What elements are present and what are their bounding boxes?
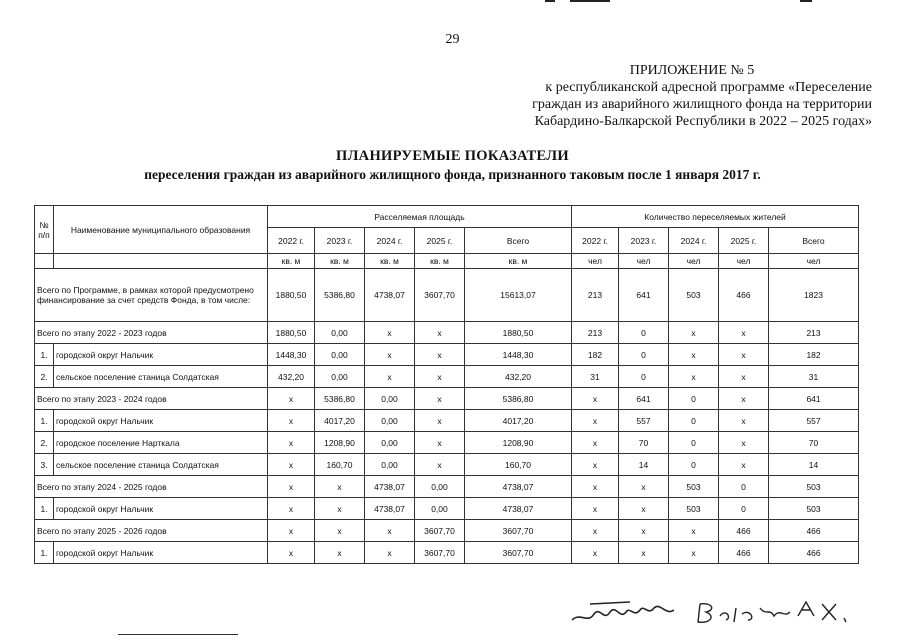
- total-label-cell: Всего по этапу 2025 - 2026 годов: [35, 520, 268, 542]
- header-unit: кв. м: [415, 254, 465, 269]
- people-cell: 503: [669, 476, 719, 498]
- people-cell: 503: [769, 498, 859, 520]
- people-cell: х: [572, 432, 619, 454]
- people-cell: х: [572, 498, 619, 520]
- area-cell: х: [268, 520, 315, 542]
- header-unit: чел: [669, 254, 719, 269]
- appendix-title: ПРИЛОЖЕНИЕ № 5: [629, 63, 755, 78]
- header-year: 2022 г.: [268, 228, 315, 254]
- row-number-cell: 2.: [35, 432, 54, 454]
- people-cell: 0: [669, 388, 719, 410]
- header-year: 2024 г.: [669, 228, 719, 254]
- people-cell: 0: [619, 366, 669, 388]
- people-cell: х: [669, 366, 719, 388]
- area-cell: 0,00: [315, 322, 365, 344]
- area-cell: х: [315, 498, 365, 520]
- people-cell: 641: [619, 388, 669, 410]
- people-cell: х: [719, 454, 769, 476]
- total-label-cell: Всего по этапу 2022 - 2023 годов: [35, 322, 268, 344]
- area-cell: х: [365, 520, 415, 542]
- heading-title: ПЛАНИРУЕМЫЕ ПОКАЗАТЕЛИ: [335, 148, 569, 164]
- top-mark: [800, 0, 812, 2]
- people-cell: 213: [572, 269, 619, 322]
- area-cell: 4738,07: [365, 498, 415, 520]
- area-cell: 432,20: [465, 366, 572, 388]
- header-unit: чел: [619, 254, 669, 269]
- people-cell: 213: [572, 322, 619, 344]
- header-year: 2025 г.: [415, 228, 465, 254]
- table-total-row: [35, 476, 859, 498]
- area-cell: 4017,20: [315, 410, 365, 432]
- total-label-cell: Всего по этапу 2023 - 2024 годов: [35, 388, 268, 410]
- area-cell: х: [415, 322, 465, 344]
- area-cell: х: [268, 542, 315, 564]
- municipality-cell: городское поселение Нарткала: [54, 432, 268, 454]
- header-unit: кв. м: [268, 254, 315, 269]
- area-cell: х: [365, 322, 415, 344]
- appendix-line: к республиканской адресной программе «Переселение: [545, 80, 872, 95]
- people-cell: х: [719, 388, 769, 410]
- people-cell: 0: [669, 432, 719, 454]
- people-cell: 1823: [769, 269, 859, 322]
- total-label-cell: Всего по Программе, в рамках которой предусмотрено финансирование за счет средств Фонда, в том числе:: [35, 269, 268, 322]
- table-row: [35, 432, 859, 454]
- page-number: 29: [445, 32, 460, 47]
- table-row: [35, 344, 859, 366]
- people-cell: 557: [769, 410, 859, 432]
- area-cell: х: [268, 498, 315, 520]
- table-total-row: [35, 388, 859, 410]
- area-cell: 5386,80: [315, 269, 365, 322]
- area-cell: 4738,07: [365, 269, 415, 322]
- area-cell: 4017,20: [465, 410, 572, 432]
- people-cell: 466: [719, 520, 769, 542]
- people-cell: х: [619, 498, 669, 520]
- people-cell: 0: [619, 344, 669, 366]
- people-cell: х: [619, 520, 669, 542]
- area-cell: х: [415, 344, 465, 366]
- header-total: Всего: [769, 228, 859, 254]
- people-cell: 641: [769, 388, 859, 410]
- table-row: [35, 542, 859, 564]
- table-row: [35, 498, 859, 520]
- area-cell: 1448,30: [465, 344, 572, 366]
- area-cell: 0,00: [415, 498, 465, 520]
- area-cell: 5386,80: [465, 388, 572, 410]
- area-cell: 1208,90: [315, 432, 365, 454]
- municipality-cell: сельское поселение станица Солдатская: [54, 366, 268, 388]
- area-cell: 4738,07: [465, 498, 572, 520]
- people-cell: 0: [719, 476, 769, 498]
- top-mark: [545, 0, 555, 2]
- header-area-group: Расселяемая площадь: [268, 206, 572, 228]
- header-unit: кв. м: [365, 254, 415, 269]
- municipality-cell: городской округ Нальчик: [54, 498, 268, 520]
- area-cell: х: [415, 432, 465, 454]
- people-cell: х: [719, 410, 769, 432]
- people-cell: х: [719, 322, 769, 344]
- area-cell: 0,00: [415, 476, 465, 498]
- people-cell: 641: [619, 269, 669, 322]
- people-cell: 182: [769, 344, 859, 366]
- people-cell: х: [572, 520, 619, 542]
- people-cell: х: [719, 432, 769, 454]
- people-cell: 70: [619, 432, 669, 454]
- people-cell: х: [572, 476, 619, 498]
- table-row: [35, 454, 859, 476]
- area-cell: х: [268, 410, 315, 432]
- people-cell: 466: [719, 269, 769, 322]
- header-municipality: Наименование муниципального образования: [54, 206, 268, 254]
- people-cell: х: [669, 344, 719, 366]
- area-cell: х: [268, 432, 315, 454]
- people-cell: 0: [669, 410, 719, 432]
- area-cell: 0,00: [365, 388, 415, 410]
- handwritten-signature: [570, 594, 870, 630]
- row-number-cell: 1.: [35, 344, 54, 366]
- people-cell: х: [572, 454, 619, 476]
- people-cell: х: [669, 520, 719, 542]
- people-cell: 70: [769, 432, 859, 454]
- area-cell: х: [268, 454, 315, 476]
- area-cell: 4738,07: [465, 476, 572, 498]
- header-year: 2022 г.: [572, 228, 619, 254]
- header-unit: чел: [769, 254, 859, 269]
- people-cell: 557: [619, 410, 669, 432]
- municipality-cell: сельское поселение станица Солдатская: [54, 454, 268, 476]
- area-cell: х: [268, 476, 315, 498]
- people-cell: х: [719, 366, 769, 388]
- people-cell: 0: [669, 454, 719, 476]
- table-total-row: [35, 520, 859, 542]
- area-cell: х: [415, 410, 465, 432]
- table-total-row: [35, 322, 859, 344]
- municipality-cell: городской округ Нальчик: [54, 542, 268, 564]
- header-blank: [54, 254, 268, 269]
- people-cell: 31: [769, 366, 859, 388]
- table-total-row: [35, 269, 859, 322]
- people-cell: 213: [769, 322, 859, 344]
- area-cell: х: [415, 366, 465, 388]
- area-cell: 0,00: [315, 366, 365, 388]
- people-cell: х: [669, 322, 719, 344]
- appendix-block: [472, 62, 872, 130]
- people-cell: х: [719, 344, 769, 366]
- area-cell: 4738,07: [365, 476, 415, 498]
- people-cell: 503: [669, 498, 719, 520]
- area-cell: х: [365, 344, 415, 366]
- people-cell: х: [619, 476, 669, 498]
- municipality-cell: городской округ Нальчик: [54, 410, 268, 432]
- header-year: 2023 г.: [315, 228, 365, 254]
- area-cell: 0,00: [365, 410, 415, 432]
- people-cell: х: [572, 542, 619, 564]
- people-cell: х: [669, 542, 719, 564]
- people-cell: 182: [572, 344, 619, 366]
- area-cell: х: [315, 520, 365, 542]
- header-year: 2025 г.: [719, 228, 769, 254]
- area-cell: 3607,70: [465, 520, 572, 542]
- people-cell: 503: [669, 269, 719, 322]
- area-cell: 432,20: [268, 366, 315, 388]
- top-edge-marks: [0, 0, 905, 6]
- area-cell: 3607,70: [415, 520, 465, 542]
- people-cell: 0: [619, 322, 669, 344]
- indicators-table: [34, 205, 859, 564]
- area-cell: 160,70: [465, 454, 572, 476]
- area-cell: 0,00: [315, 344, 365, 366]
- people-cell: 31: [572, 366, 619, 388]
- area-cell: 1880,50: [465, 322, 572, 344]
- area-cell: 1880,50: [268, 322, 315, 344]
- row-number-cell: 1.: [35, 498, 54, 520]
- header-unit: чел: [719, 254, 769, 269]
- header-people-group: Количество переселяемых жителей: [572, 206, 859, 228]
- header-total: Всего: [465, 228, 572, 254]
- area-cell: х: [315, 476, 365, 498]
- area-cell: 3607,70: [465, 542, 572, 564]
- area-cell: х: [365, 366, 415, 388]
- row-number-cell: 1.: [35, 410, 54, 432]
- document-heading: [0, 148, 905, 183]
- area-cell: 1880,50: [268, 269, 315, 322]
- people-cell: 466: [769, 542, 859, 564]
- municipality-cell: городской округ Нальчик: [54, 344, 268, 366]
- header-number: № п/п: [35, 206, 54, 254]
- area-cell: х: [415, 388, 465, 410]
- area-cell: 3607,70: [415, 269, 465, 322]
- people-cell: 14: [619, 454, 669, 476]
- top-mark: [570, 0, 610, 2]
- area-cell: 0,00: [365, 432, 415, 454]
- area-cell: х: [268, 388, 315, 410]
- area-cell: 3607,70: [415, 542, 465, 564]
- header-unit: чел: [572, 254, 619, 269]
- row-number-cell: 2.: [35, 366, 54, 388]
- people-cell: 14: [769, 454, 859, 476]
- header-unit: кв. м: [465, 254, 572, 269]
- header-unit: кв. м: [315, 254, 365, 269]
- header-blank: [35, 254, 54, 269]
- appendix-line: Кабардино-Балкарской Республики в 2022 – 2025 годах»: [534, 114, 872, 129]
- area-cell: 5386,80: [315, 388, 365, 410]
- area-cell: 160,70: [315, 454, 365, 476]
- people-cell: х: [619, 542, 669, 564]
- area-cell: 1208,90: [465, 432, 572, 454]
- area-cell: х: [415, 454, 465, 476]
- footnote-line: [118, 634, 238, 635]
- appendix-line: граждан из аварийного жилищного фонда на территории: [532, 97, 872, 112]
- table-row: [35, 366, 859, 388]
- row-number-cell: 3.: [35, 454, 54, 476]
- people-cell: 466: [719, 542, 769, 564]
- area-cell: х: [315, 542, 365, 564]
- area-cell: 1448,30: [268, 344, 315, 366]
- row-number-cell: 1.: [35, 542, 54, 564]
- people-cell: х: [572, 388, 619, 410]
- heading-subtitle: переселения граждан из аварийного жилищного фонда, признанного таковым после 1 января 2017 г.: [144, 167, 761, 182]
- people-cell: 503: [769, 476, 859, 498]
- header-year: 2023 г.: [619, 228, 669, 254]
- people-cell: х: [572, 410, 619, 432]
- area-cell: 15613,07: [465, 269, 572, 322]
- area-cell: х: [365, 542, 415, 564]
- total-label-cell: Всего по этапу 2024 - 2025 годов: [35, 476, 268, 498]
- header-year: 2024 г.: [365, 228, 415, 254]
- people-cell: 0: [719, 498, 769, 520]
- table-body: [35, 269, 859, 564]
- area-cell: 0,00: [365, 454, 415, 476]
- people-cell: 466: [769, 520, 859, 542]
- table-row: [35, 410, 859, 432]
